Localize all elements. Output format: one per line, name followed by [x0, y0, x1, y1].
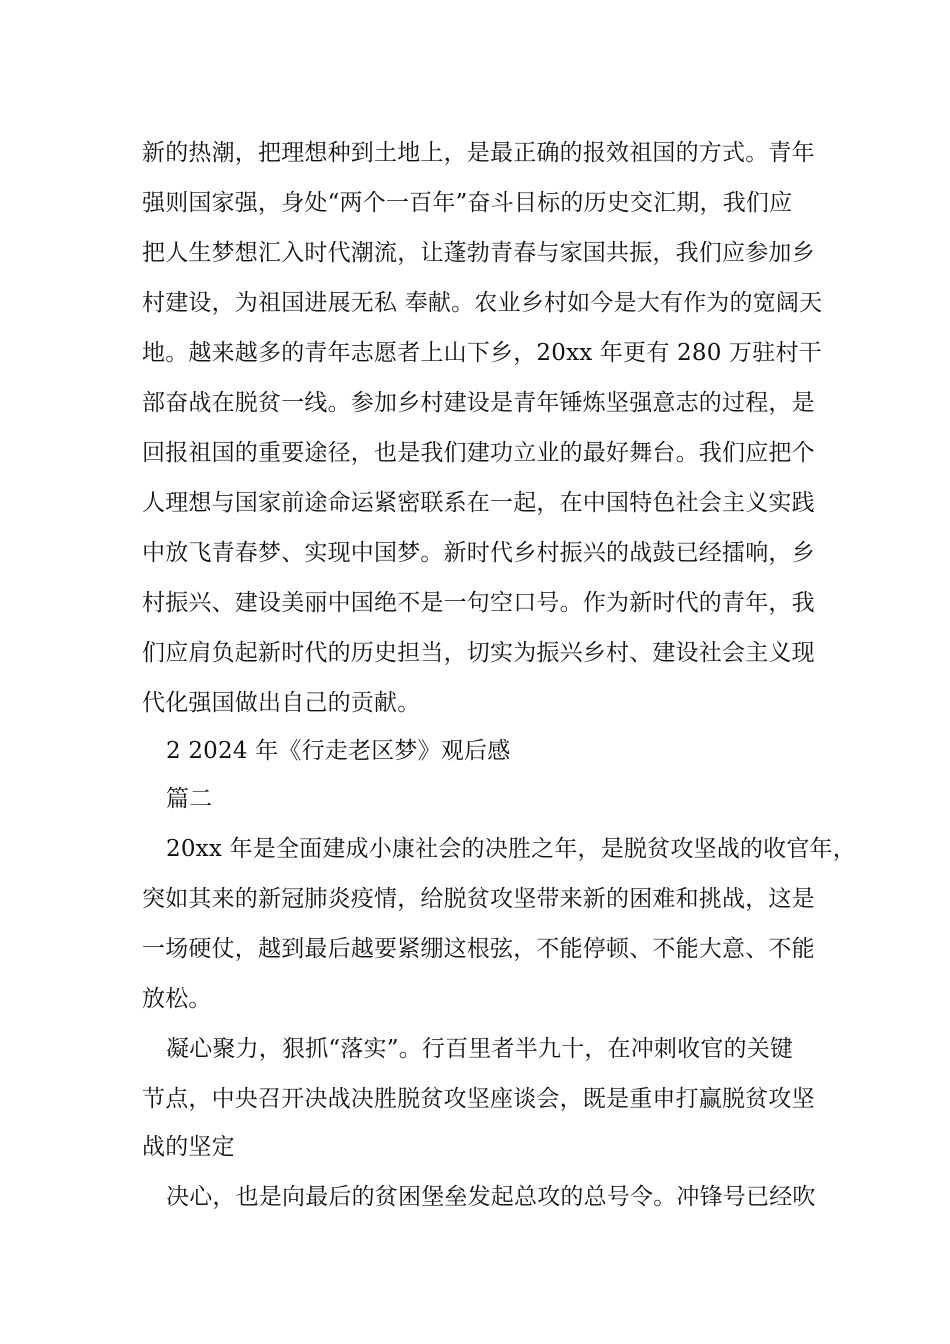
paragraph-1-line: 人理想与国家前途命运紧密联系在一起，在中国特色社会主义实践	[142, 490, 815, 516]
paragraph-1-line: 村振兴、建设美丽中国绝不是一句空口号。作为新时代的青年，我	[142, 590, 815, 616]
paragraph-1-line: 们应肩负起新时代的历史担当，切实为振兴乡村、建设社会主义现	[142, 640, 815, 666]
paragraph-3-line: 节点，中央召开决战决胜脱贫攻坚座谈会，既是重申打赢脱贫攻坚	[142, 1086, 815, 1112]
paragraph-1-line: 新的热潮，把理想种到土地上，是最正确的报效祖国的方式。青年	[142, 140, 815, 166]
paragraph-2-line: 突如其来的新冠肺炎疫情，给脱贫攻坚带来新的困难和挑战，这是	[142, 886, 815, 912]
paragraph-1-line: 回报祖国的重要途径，也是我们建功立业的最好舞台。我们应把个	[142, 440, 815, 466]
section-subheading: 篇二	[166, 786, 213, 812]
paragraph-2-line: 放松。	[142, 986, 212, 1012]
paragraph-2-line: 一场硬仗，越到最后越要紧绷这根弦，不能停顿、不能大意、不能	[142, 936, 815, 962]
paragraph-1-line: 代化强国做出自己的贡献。	[142, 690, 421, 716]
paragraph-1-line: 地。越来越多的青年志愿者上山下乡，20xx 年更有 280 万驻村干	[142, 340, 822, 366]
paragraph-4-line: 决心，也是向最后的贫困堡垒发起总攻的总号令。冲锋号已经吹	[166, 1184, 816, 1210]
section-heading: 2 2024 年《行走老区梦》观后感	[166, 738, 511, 764]
paragraph-1-line: 村建设，为祖国进展无私 奉献。农业乡村如今是大有作为的宽阔天	[142, 290, 823, 316]
paragraph-1-line: 强则国家强，身处“两个一百年”奋斗目标的历史交汇期，我们应	[142, 190, 793, 216]
paragraph-2-line: 20xx 年是全面建成小康社会的决胜之年，是脱贫攻坚战的收官年，	[166, 836, 856, 862]
paragraph-3-line: 凝心聚力，狠抓“落实”。行百里者半九十，在冲刺收官的关键	[166, 1036, 794, 1062]
paragraph-1-line: 部奋战在脱贫一线。参加乡村建设是青年锤炼坚强意志的过程，是	[142, 390, 815, 416]
paragraph-3-line: 战的坚定	[142, 1134, 235, 1160]
paragraph-1-line: 把人生梦想汇入时代潮流，让蓬勃青春与家国共振，我们应参加乡	[142, 240, 815, 266]
paragraph-1-line: 中放飞青春梦、实现中国梦。新时代乡村振兴的战鼓已经擂响，乡	[142, 540, 815, 566]
